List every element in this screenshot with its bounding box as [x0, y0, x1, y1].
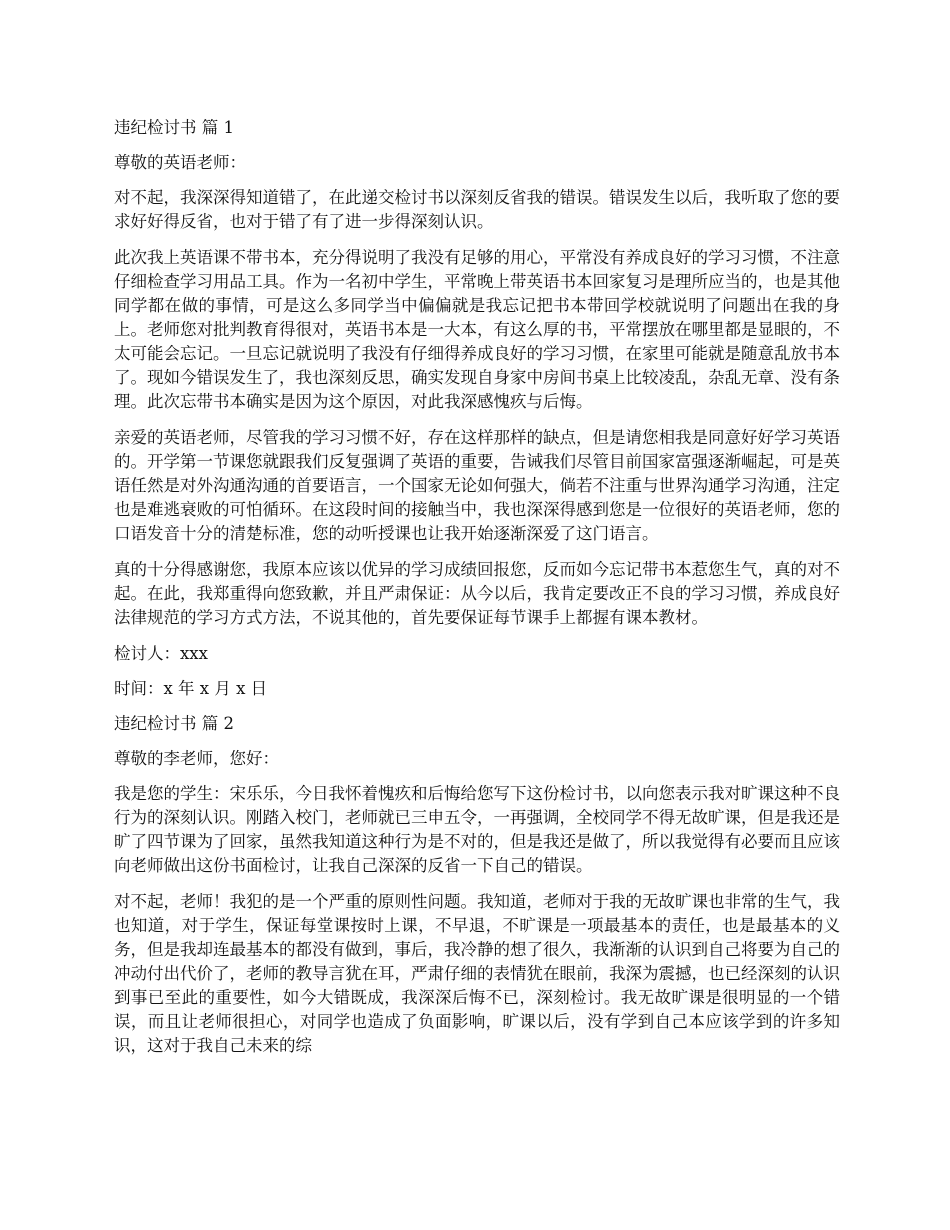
paragraph-reflection: 此次我上英语课不带书本，充分得说明了我没有足够的用心，平常没有养成良好的学习习惯，不注意仔细检查学习用品工具。作为一名初中学生，平常晚上带英语书本回家复习是理所应当的，也是其他同学都在做的事情，可是这么多同学当中偏偏就是我忘记把书本带回学校就说明了问题出在我的身上。老师您对批判教育得很对，英语书本是一大本，有这么厚的书，平常摆放在哪里都是显眼的，不太可能会忘记。一旦忘记就说明了我没有仔细得养成良好的学习习惯，在家里可能就是随意乱放书本了。现如今错误发生了，我也深刻反思，确实发现自身家中房间书桌上比较凌乱，杂乱无章、没有条理。此次忘带书本确实是因为这个原因，对此我深感愧疚与后悔。: [114, 248, 840, 411]
salutation-1: 尊敬的英语老师：: [114, 153, 246, 172]
paragraph-apology: 对不起，我深深得知道错了，在此递交检讨书以深刻反省我的错误。错误发生以后，我听取了您的要求好好得反省，也对于错了有了进一步得深刻认识。: [114, 188, 840, 231]
paragraph-student-intro: 我是您的学生：宋乐乐，今日我怀着愧疚和后悔给您写下这份检讨书，以向您表示我对旷课这种不良行为的深刻认识。刚踏入校门，老师就已三申五令，一再强调，全校同学不得无故旷课，但是我还是旷了四节课为了回家，虽然我知道这种行为是不对的，但是我还是做了，所以我觉得有必要而且应该向老师做出这份书面检讨，让我自己深深的反省一下自己的错误。: [114, 784, 840, 875]
section-title-2: 违纪检讨书 篇 2: [114, 714, 234, 733]
date-line: 时间：x 年 x 月 x 日: [114, 679, 268, 698]
salutation-2: 尊敬的李老师，您好：: [114, 749, 279, 768]
document-page: [114, 116, 840, 1070]
paragraph-english-teacher: 亲爱的英语老师，尽管我的学习习惯不好，存在这样那样的缺点，但是请您相我是同意好好学习英语的。开学第一节课您就跟我们反复强调了英语的重要，告诫我们尽管目前国家富强逐渐崛起，可是英语任然是对外沟通沟通的首要语言，一个国家无论如何强大，倘若不注重与世界沟通学习沟通，注定也是难逃衰败的可怕循环。在这段时间的接触当中，我也深深得感到您是一位很好的英语老师，您的口语发音十分的清楚标准，您的动听授课也让我开始逐渐深爱了这门语言。: [114, 428, 840, 543]
section-title-1: 违纪检讨书 篇 1: [114, 118, 234, 137]
paragraph-truancy-reflection: 对不起，老师！我犯的是一个严重的原则性问题。我知道，老师对于我的无故旷课也非常的生气，我也知道，对于学生，保证每堂课按时上课，不早退，不旷课是一项最基本的责任，也是最基本的义务，但是我却连最基本的都没有做到，事后，我冷静的想了很久，我渐渐的认识到自己将要为自己的冲动付出代价了，老师的教导言犹在耳，严肃仔细的表情犹在眼前，我深为震撼，也已经深刻的认识到事已至此的重要性，如今大错既成，我深深后悔不已，深刻检讨。我无故旷课是很明显的一个错误，而且让老师很担心，对同学也造成了负面影响，旷课以后，没有学到自己本应该学到的许多知识，这对于我自己未来的综: [114, 892, 840, 1055]
paragraph-promise: 真的十分得感谢您，我原本应该以优异的学习成绩回报您，反而如今忘记带书本惹您生气，真的对不起。在此，我郑重得向您致歉，并且严肃保证：从今以后，我肯定要改正不良的学习习惯，养成良好法律规范的学习方式方法，不说其他的，首先要保证每节课手上都握有课本教材。: [114, 560, 840, 627]
signature-line: 检讨人：xxx: [114, 644, 208, 663]
